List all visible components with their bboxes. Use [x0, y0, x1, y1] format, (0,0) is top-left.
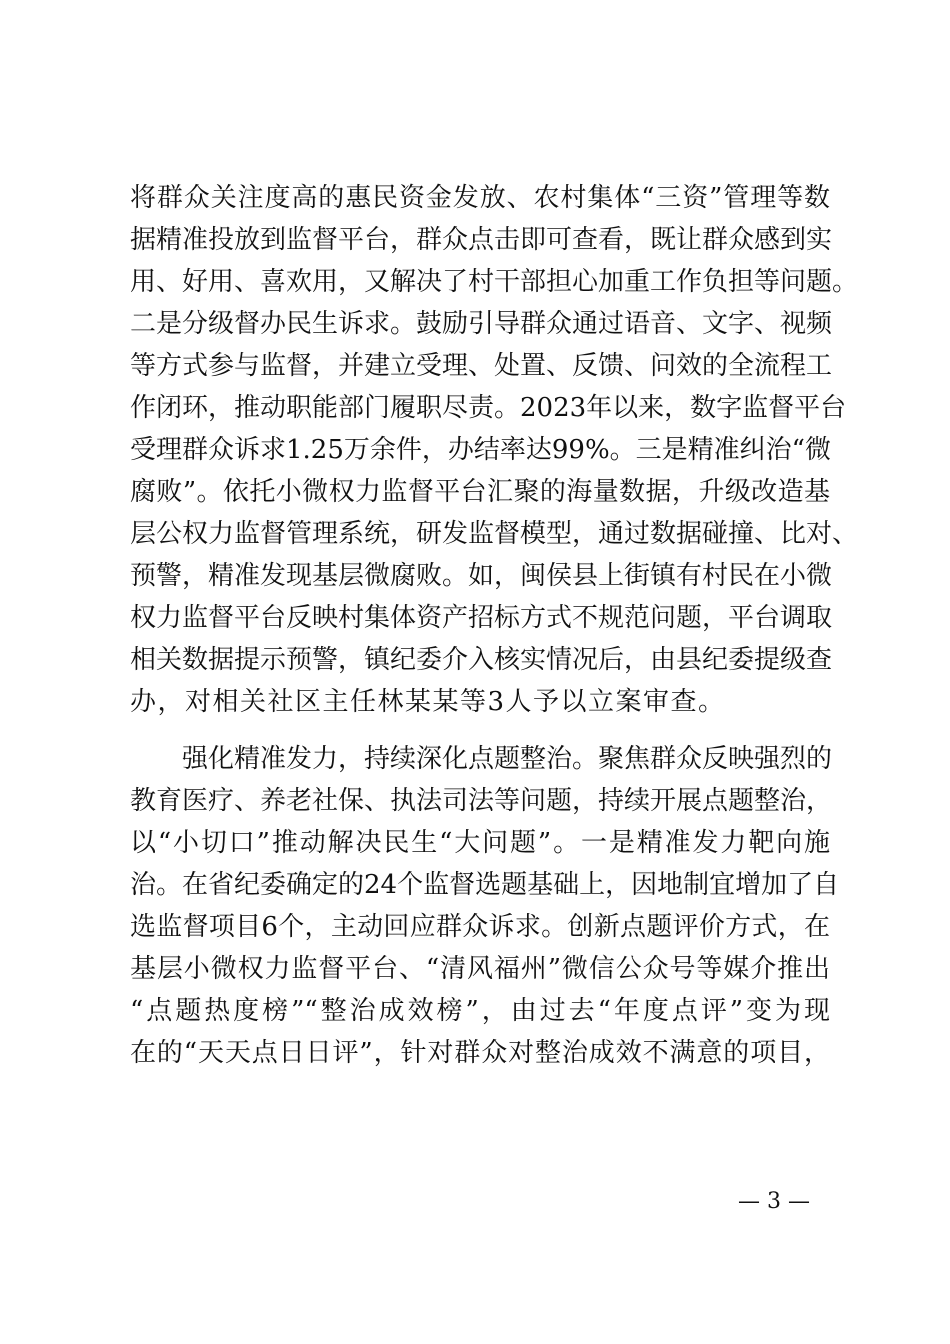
- text-line: 治。在省纪委确定的24个监督选题基础上，因地制宜增加了自: [130, 870, 840, 900]
- text-line: 选监督项目6个，主动回应群众诉求。创新点题评价方式，在: [130, 912, 830, 942]
- text-line: 等方式参与监督，并建立受理、处置、反馈、问效的全流程工: [130, 351, 833, 381]
- text-line: 用、好用、喜欢用，又解决了村干部担心加重工作负担等问题。: [130, 267, 859, 297]
- text-line: 据精准投放到监督平台，群众点击即可查看，既让群众感到实: [130, 225, 833, 255]
- text-line: 二是分级督办民生诉求。鼓励引导群众通过语音、文字、视频: [130, 309, 833, 339]
- paragraph-first-line: 强化精准发力，持续深化点题整治。聚焦群众反映强烈的: [182, 744, 833, 774]
- text-line: 权力监督平台反映村集体资产招标方式不规范问题，平台调取: [130, 603, 833, 633]
- text-line: 基层小微权力监督平台、“清风福州”微信公众号等媒介推出: [130, 954, 830, 984]
- text-line: 将群众关注度高的惠民资金发放、农村集体“三资”管理等数: [130, 183, 830, 213]
- paragraph-end-line: 办，对相关社区主任林某某等3人予以立案审查。: [130, 687, 726, 717]
- text-line: 教育医疗、养老社保、执法司法等问题，持续开展点题整治，: [130, 786, 833, 816]
- text-line: 腐败”。依托小微权力监督平台汇聚的海量数据，升级改造基: [130, 477, 830, 507]
- text-line: 在的“天天点日日评”，针对群众对整治成效不满意的项目，: [130, 1038, 830, 1068]
- text-line: 相关数据提示预警，镇纪委介入核实情况后，由县纪委提级查: [130, 645, 833, 675]
- text-line: “点题热度榜”“整治成效榜”，由过去“年度点评”变为现: [130, 996, 830, 1026]
- text-line: 层公权力监督管理系统，研发监督模型，通过数据碰撞、比对、: [130, 519, 859, 549]
- text-line: 作闭环，推动职能部门履职尽责。2023年以来，数字监督平台: [130, 393, 847, 423]
- text-line: 以“小切口”推动解决民生“大问题”。一是精准发力靶向施: [130, 828, 830, 858]
- page-number: — 3 —: [738, 1189, 810, 1214]
- text-line: 受理群众诉求1.25万余件，办结率达99%。三是精准纠治“微: [130, 435, 831, 465]
- text-line: 预警，精准发现基层微腐败。如，闽侯县上街镇有村民在小微: [130, 561, 833, 591]
